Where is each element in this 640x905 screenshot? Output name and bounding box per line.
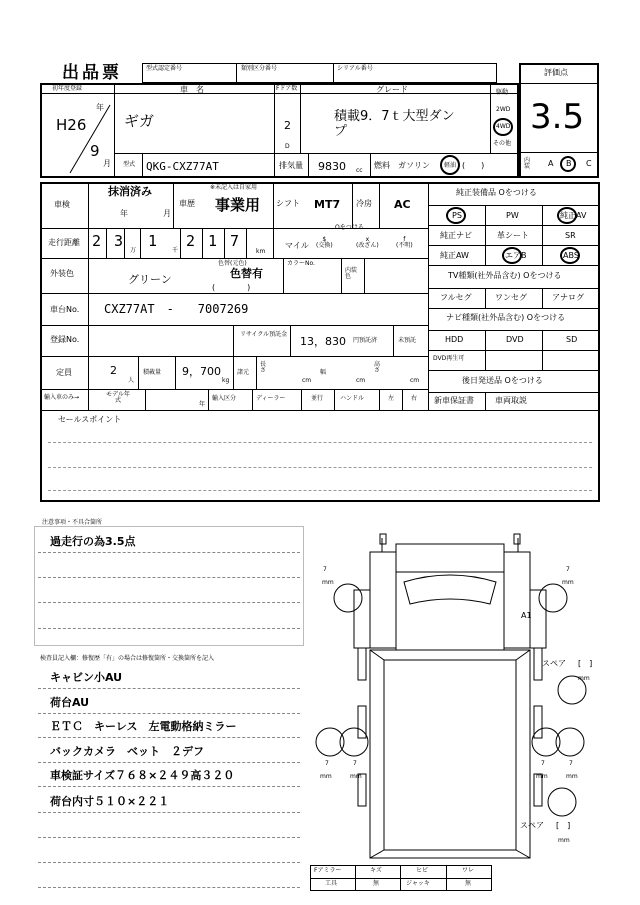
bottom-header-4: ワレ xyxy=(462,867,475,874)
tread-fr: 7 xyxy=(566,566,570,573)
tread-rr-2: 7 xyxy=(569,760,573,767)
color-code-label: カラーNo. xyxy=(287,260,315,267)
shaken-month: 月 xyxy=(163,209,171,218)
fuel-diesel: 軽油 xyxy=(444,162,457,169)
after-title: 後日発送品 Oをつける xyxy=(462,376,543,385)
notes-title: 注意事項・不具合箇所 xyxy=(42,519,103,526)
mileage-digit-6: 7 xyxy=(230,232,240,250)
equip-airbag-circle xyxy=(502,247,522,264)
mileage-option-2: x (改ざん) xyxy=(356,236,379,249)
load-value: 9，700 xyxy=(182,365,221,378)
mirror-left xyxy=(382,538,396,552)
ac-value: AC xyxy=(394,198,411,211)
recycle-paid: 円預託済 xyxy=(353,337,378,344)
tread-rl-1: 7 xyxy=(325,760,329,767)
shaken-label: 車検 xyxy=(54,200,70,209)
equip-airbag: エアB xyxy=(505,251,527,260)
inspector-line-3: ＥＴＣ キーレス 左電動格納ミラー xyxy=(50,720,237,733)
serial-label: シリアル番号 xyxy=(337,65,373,72)
navi-sd: SD xyxy=(566,335,578,344)
bottom-header-2: キズ xyxy=(370,867,382,874)
equip-av: 純正AV xyxy=(560,211,587,220)
reg-no-label: 登録No. xyxy=(50,335,80,344)
recycle-unpaid: 未預託 xyxy=(398,337,417,344)
fuel-gas: ガソリン xyxy=(398,161,430,170)
drive-label: 駆動 xyxy=(496,89,509,96)
length-cm: cm xyxy=(302,377,312,384)
tv-oneseg: ワンセグ xyxy=(495,293,527,302)
mileage-digit-5: 1 xyxy=(208,232,218,250)
equip-sr: SR xyxy=(565,231,576,240)
grade-line1: 積載9．7ｔ大型ダン xyxy=(334,109,455,124)
bottom-value-4: 無 xyxy=(465,880,472,887)
sales-point-label: セールスポイント xyxy=(58,415,122,424)
inspector-line-6: 荷台内寸５１０×２２１ xyxy=(50,795,170,808)
header-field-row xyxy=(142,63,497,83)
displacement-unit: cc xyxy=(356,167,363,174)
first-reg-year: H26 xyxy=(56,116,87,134)
mile-label: マイル xyxy=(285,241,309,250)
handle-label: ハンドル xyxy=(340,395,365,402)
interior-grade-a: A xyxy=(548,159,554,168)
capacity-value: 2 xyxy=(110,364,117,377)
history-note: ※未記入は自家用 xyxy=(210,184,258,191)
length-label: 長さ xyxy=(260,361,267,374)
drive-2wd: 2WD xyxy=(496,106,511,113)
bottom-header-1: Fアミラー xyxy=(314,867,342,874)
inspector-title: 検査員記入欄：修復歴「有」の場合は修復箇所・交換箇所を記入 xyxy=(40,655,215,662)
first-reg-label: 初年度登録 xyxy=(52,85,83,92)
doors-label: Fドア数 xyxy=(276,85,298,92)
grade-label: グレード xyxy=(376,85,408,94)
spare-mm-1: mm xyxy=(578,675,590,682)
chassis-label: 車台No. xyxy=(50,305,80,314)
mileage-circle-label: Oをつける xyxy=(335,224,364,231)
inspector-line-4: バックカメラ ベット ２デフ xyxy=(50,745,204,758)
bottom-value-3: ジャッキ xyxy=(406,880,430,887)
recycle-label: リサイクル預託金 xyxy=(240,331,288,338)
recycle-value: 13，830 xyxy=(300,335,346,348)
fuel-other: ( ) xyxy=(462,161,485,170)
import-label: 輸入車のみ→ xyxy=(44,394,80,401)
mileage-digit-3: 1 xyxy=(148,232,158,250)
model-year-suffix: 年 xyxy=(199,401,206,408)
inspector-line-5: 車検証サイズ７６８×２４９高３２０ xyxy=(50,769,235,782)
color-label: 外装色 xyxy=(50,269,74,278)
load-label: 積載量 xyxy=(143,369,162,376)
inspector-line-1: キャビン小AU xyxy=(50,671,123,684)
interior-grade-circle xyxy=(560,156,576,172)
mileage-digit-1: 2 xyxy=(92,232,102,250)
displacement-label: 排気量 xyxy=(279,161,303,170)
notes-line-1: 過走行の為3.5点 xyxy=(50,535,136,548)
interior-color-label: 内装色 xyxy=(345,267,358,280)
tread-rl-2: 7 xyxy=(353,760,357,767)
score-label: 評価点 xyxy=(544,68,568,77)
drive-other: その他 xyxy=(493,140,512,147)
equip-av-circle xyxy=(557,207,577,224)
ac-label: 冷房 xyxy=(356,199,372,208)
equip-abs: ABS xyxy=(563,251,579,260)
shaken-value: 抹消済み xyxy=(108,185,152,198)
grade-line2: プ xyxy=(334,124,348,139)
displacement-value: 9830 xyxy=(318,160,346,173)
model-approval-label: 型式認定番号 xyxy=(146,65,183,72)
mileage-unit-sen: 千 xyxy=(172,247,179,254)
tread-rr1-mm: mm xyxy=(536,773,548,780)
height-cm: cm xyxy=(410,377,420,384)
equip-navi: 純正ナビ xyxy=(440,231,472,240)
spare-label-1: スペア xyxy=(542,659,566,668)
bottom-value-2: 無 xyxy=(373,880,380,887)
tread-fl: 7 xyxy=(323,566,327,573)
category-label: 類別区分番号 xyxy=(241,65,278,72)
mileage-label: 走行距離 xyxy=(48,238,80,247)
dealer-label: ディーラー xyxy=(256,395,286,402)
color-no-label: 色替(元色) xyxy=(218,260,247,267)
capacity-unit: 人 xyxy=(128,377,135,384)
navi-hdd: HDD xyxy=(445,335,464,344)
spare-paren-2: [ ] xyxy=(556,821,571,830)
color-value: グリーン xyxy=(128,273,172,286)
tread-fr-mm: mm xyxy=(562,579,574,586)
inspector-line-2: 荷台AU xyxy=(50,696,90,709)
after-manual: 車両取説 xyxy=(495,396,527,405)
mirror-right xyxy=(504,538,518,552)
model-label: 型式 xyxy=(123,161,136,168)
interior-label: 内装 xyxy=(524,157,531,170)
right-label: 右 xyxy=(411,395,418,402)
equip-aw: 純正AW xyxy=(440,251,469,260)
a1-mark: A1 xyxy=(521,611,532,620)
year-suffix: 年 xyxy=(96,103,104,112)
score-value: 3.5 xyxy=(530,97,585,137)
shift-label: シフト xyxy=(276,199,300,208)
bed-outline xyxy=(370,650,530,858)
wheel-front-right xyxy=(539,584,567,612)
spare-paren-1: [ ] xyxy=(578,659,593,668)
navi-title: ナビ種類(社外品含む) Oをつける xyxy=(446,313,566,322)
width-cm: cm xyxy=(356,377,366,384)
color-changed: 色替有 xyxy=(230,267,263,280)
equip-leather: 革シート xyxy=(497,231,529,240)
tread-fl-mm: mm xyxy=(322,579,334,586)
doors-suffix: D xyxy=(285,143,290,150)
mileage-km: km xyxy=(256,248,266,255)
tread-rl2-mm: mm xyxy=(350,773,362,780)
equip-ps-circle xyxy=(446,207,466,224)
tv-title: TV種類(社外品含む) Oをつける xyxy=(448,271,562,280)
equip-ps: PS xyxy=(452,211,462,220)
page-title: 出品票 xyxy=(62,63,122,83)
mileage-unit-man: 万 xyxy=(130,247,137,254)
history-label: 車歴 xyxy=(179,199,195,208)
fuel-label: 燃料 xyxy=(374,161,390,170)
model-year-label: モデル年式 xyxy=(106,391,130,404)
doors-value: 2 xyxy=(284,119,291,132)
model-value: QKG-CXZ77AT xyxy=(146,160,219,173)
genuine-title: 純正装備品 Oをつける xyxy=(456,188,537,197)
bottom-value-1: 工具 xyxy=(325,880,338,887)
wheel-front-left xyxy=(334,584,362,612)
tv-fullseg: フルセグ xyxy=(440,293,472,302)
equip-pw: PW xyxy=(506,211,519,220)
month-suffix: 月 xyxy=(103,159,111,168)
dims-label: 諸元 xyxy=(237,369,250,376)
mileage-digit-2: 3 xyxy=(114,232,124,250)
tread-rr2-mm: mm xyxy=(566,773,578,780)
chassis-value: CXZ77AT - 7007269 xyxy=(104,302,249,316)
interior-grade-c: C xyxy=(586,159,592,168)
tread-rr-1: 7 xyxy=(541,760,545,767)
drive-4wd-circle xyxy=(493,118,513,136)
vehicle-name: ギガ xyxy=(124,112,155,130)
bottom-header-3: ヒビ xyxy=(416,867,429,874)
height-label: 高さ xyxy=(374,361,381,374)
capacity-label: 定員 xyxy=(56,368,72,377)
cab-outline xyxy=(396,544,504,650)
load-unit: kg xyxy=(222,377,230,384)
history-value: 事業用 xyxy=(215,196,261,214)
name-label: 車 名 xyxy=(180,85,204,94)
parallel-label: 並行 xyxy=(311,395,324,402)
mileage-option-1: $ (交換) xyxy=(316,236,333,249)
tread-rl1-mm: mm xyxy=(320,773,332,780)
shaken-year: 年 xyxy=(120,209,128,218)
drive-4wd: 4WD xyxy=(496,123,511,130)
bed-inner xyxy=(384,660,516,850)
navi-dvd: DVD xyxy=(506,335,524,344)
mileage-digit-4: 2 xyxy=(186,232,196,250)
first-reg-month: 9 xyxy=(90,142,100,160)
interior-grade-b: B xyxy=(566,159,572,168)
after-warranty: 新車保証書 xyxy=(434,396,474,405)
windshield xyxy=(404,575,496,604)
fuel-diesel-circle xyxy=(440,155,460,175)
left-label: 左 xyxy=(388,395,395,402)
width-label: 幅 xyxy=(320,369,327,376)
mileage-option-3: f (不明) xyxy=(396,236,413,249)
tv-analog: アナログ xyxy=(552,293,584,302)
import-type-label: 輸入区分 xyxy=(212,395,237,402)
shift-value: MT7 xyxy=(314,198,341,211)
color-paren: ( ) xyxy=(212,283,251,292)
spare-label-2: スペア xyxy=(520,821,544,830)
equip-abs-circle xyxy=(560,247,580,264)
spare-mm-2: mm xyxy=(558,837,570,844)
dvd-play-label: DVD再生可 xyxy=(433,355,465,362)
spare-wheel-2 xyxy=(548,788,576,816)
